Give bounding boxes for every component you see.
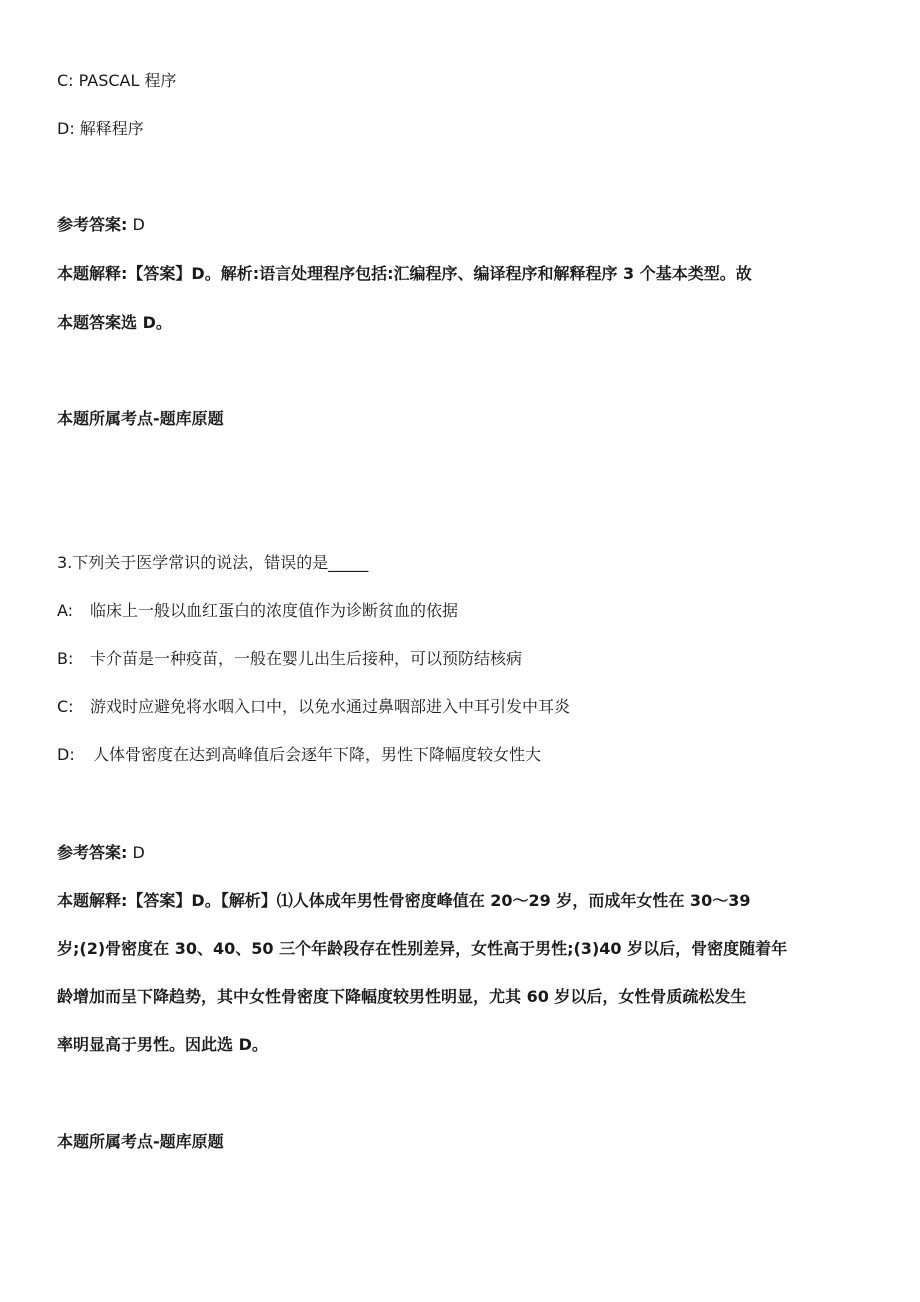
q3-explanation-text-1: 【答案】D。【解析】⑴人体成年男性骨密度峰值在 20～29 岁，而成年女性在 30～39 (127, 891, 751, 910)
q3-option-c-letter: C: (57, 697, 74, 716)
q3-option-c-text: 游戏时应避免将水咽入口中，以免水通过鼻咽部进入中耳引发中耳炎 (90, 697, 571, 716)
q2-answer (57, 215, 145, 235)
q3-option-d-letter: D: (57, 745, 75, 764)
q3-option-d (57, 745, 541, 765)
q3-option-a (57, 601, 458, 621)
q2-category: 本题所属考点-题库原题 (57, 409, 224, 428)
q3-option-b-letter: B: (57, 649, 74, 668)
q3-option-d-text: 人体骨密度在达到高峰值后会逐年下降，男性下降幅度较女性大 (93, 745, 542, 764)
q2-explanation-line-1 (57, 264, 752, 284)
q3-explanation-line-3: 龄增加而呈下降趋势，其中女性骨密度下降幅度较男性明显，尤其 60 岁以后，女性骨质疏松发生 (57, 987, 747, 1006)
q2-answer-value: D (127, 215, 145, 234)
q2-explanation-label: 本题解释: (57, 264, 128, 283)
q2-option-d: D: 解释程序 (57, 119, 144, 138)
q3-option-c (57, 697, 570, 717)
q3-answer-label: 参考答案: (57, 843, 128, 862)
q3-option-a-letter: A: (57, 601, 74, 620)
q2-answer-label: 参考答案: (57, 215, 128, 234)
q3-category: 本题所属考点-题库原题 (57, 1132, 224, 1151)
q3-explanation-label: 本题解释: (57, 891, 128, 910)
q3-explanation-line-4: 率明显高于男性。因此选 D。 (57, 1035, 268, 1054)
q3-option-a-text: 临床上一般以血红蛋白的浓度值作为诊断贫血的依据 (90, 601, 459, 620)
q3-explanation-line-2: 岁;(2)骨密度在 30、40、50 三个年龄段存在性别差异，女性高于男性;(3)40 岁以后，骨密度随着年 (57, 939, 788, 958)
q2-option-c: C: PASCAL 程序 (57, 71, 177, 90)
q3-explanation-line-1 (57, 891, 750, 911)
q3-option-b-text: 卡介苗是一种疫苗，一般在婴儿出生后接种，可以预防结核病 (90, 649, 523, 668)
q2-explanation-text-1: 【答案】D。解析:语言处理程序包括:汇编程序、编译程序和解释程序 3 个基本类型。故 (127, 264, 752, 283)
q3-answer-value: D (127, 843, 145, 862)
q3-option-b (57, 649, 522, 669)
q3-question: 3.下列关于医学常识的说法，错误的是_____ (57, 553, 369, 572)
q2-explanation-line-2: 本题答案选 D。 (57, 313, 172, 332)
q3-answer (57, 843, 145, 863)
